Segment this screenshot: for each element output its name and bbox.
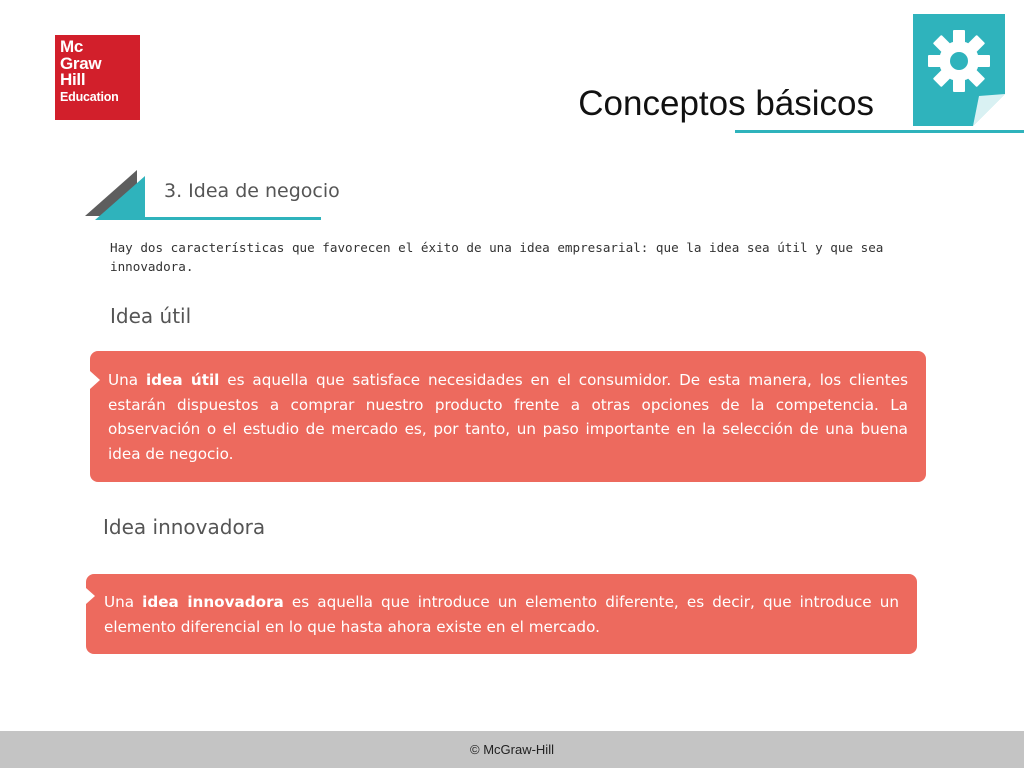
idea-innovadora-text-post: es aquella que introduce un elemento diferente, es decir, que introduce un elemento diferencial en lo que hasta ahora existe en el mercado. xyxy=(104,593,899,636)
idea-innovadora-term: idea innovadora xyxy=(142,593,284,611)
idea-innovadora-text-pre: Una xyxy=(104,593,143,611)
heading-idea-innovadora: Idea innovadora xyxy=(103,515,266,539)
idea-util-box xyxy=(90,351,926,482)
gear-icon xyxy=(913,14,1005,126)
idea-innovadora-box xyxy=(86,574,917,654)
section-title: 3. Idea de negocio xyxy=(164,180,340,202)
logo-line-2: Graw xyxy=(60,53,102,73)
idea-util-text-pre: Una xyxy=(108,371,146,389)
title-underline xyxy=(735,130,1024,133)
slide-title: Conceptos básicos xyxy=(578,84,874,123)
mcgraw-hill-logo xyxy=(55,35,140,120)
logo-line-4: Education xyxy=(60,89,119,104)
box-notch xyxy=(90,371,100,389)
footer-bar xyxy=(0,731,1024,768)
copyright-text: © McGraw-Hill xyxy=(470,742,554,757)
box-notch xyxy=(86,588,95,604)
intro-paragraph: Hay dos características que favorecen el éxito de una idea empresarial: que la idea sea útil y que sea innovadora. xyxy=(110,240,884,274)
idea-util-text-post: es aquella que satisface necesidades en el consumidor. De esta manera, los clientes estarán dispuestos a comprar nuestro producto frente a otras opciones de la competencia. La observación o el estudio de mercado es, por tanto, un paso importante en la selección de una buena idea de negocio. xyxy=(108,371,908,463)
idea-util-term: idea útil xyxy=(145,371,220,389)
logo-line-1: Mc xyxy=(60,37,84,56)
logo-line-3: Hill xyxy=(60,70,86,89)
heading-idea-util: Idea útil xyxy=(110,304,192,328)
